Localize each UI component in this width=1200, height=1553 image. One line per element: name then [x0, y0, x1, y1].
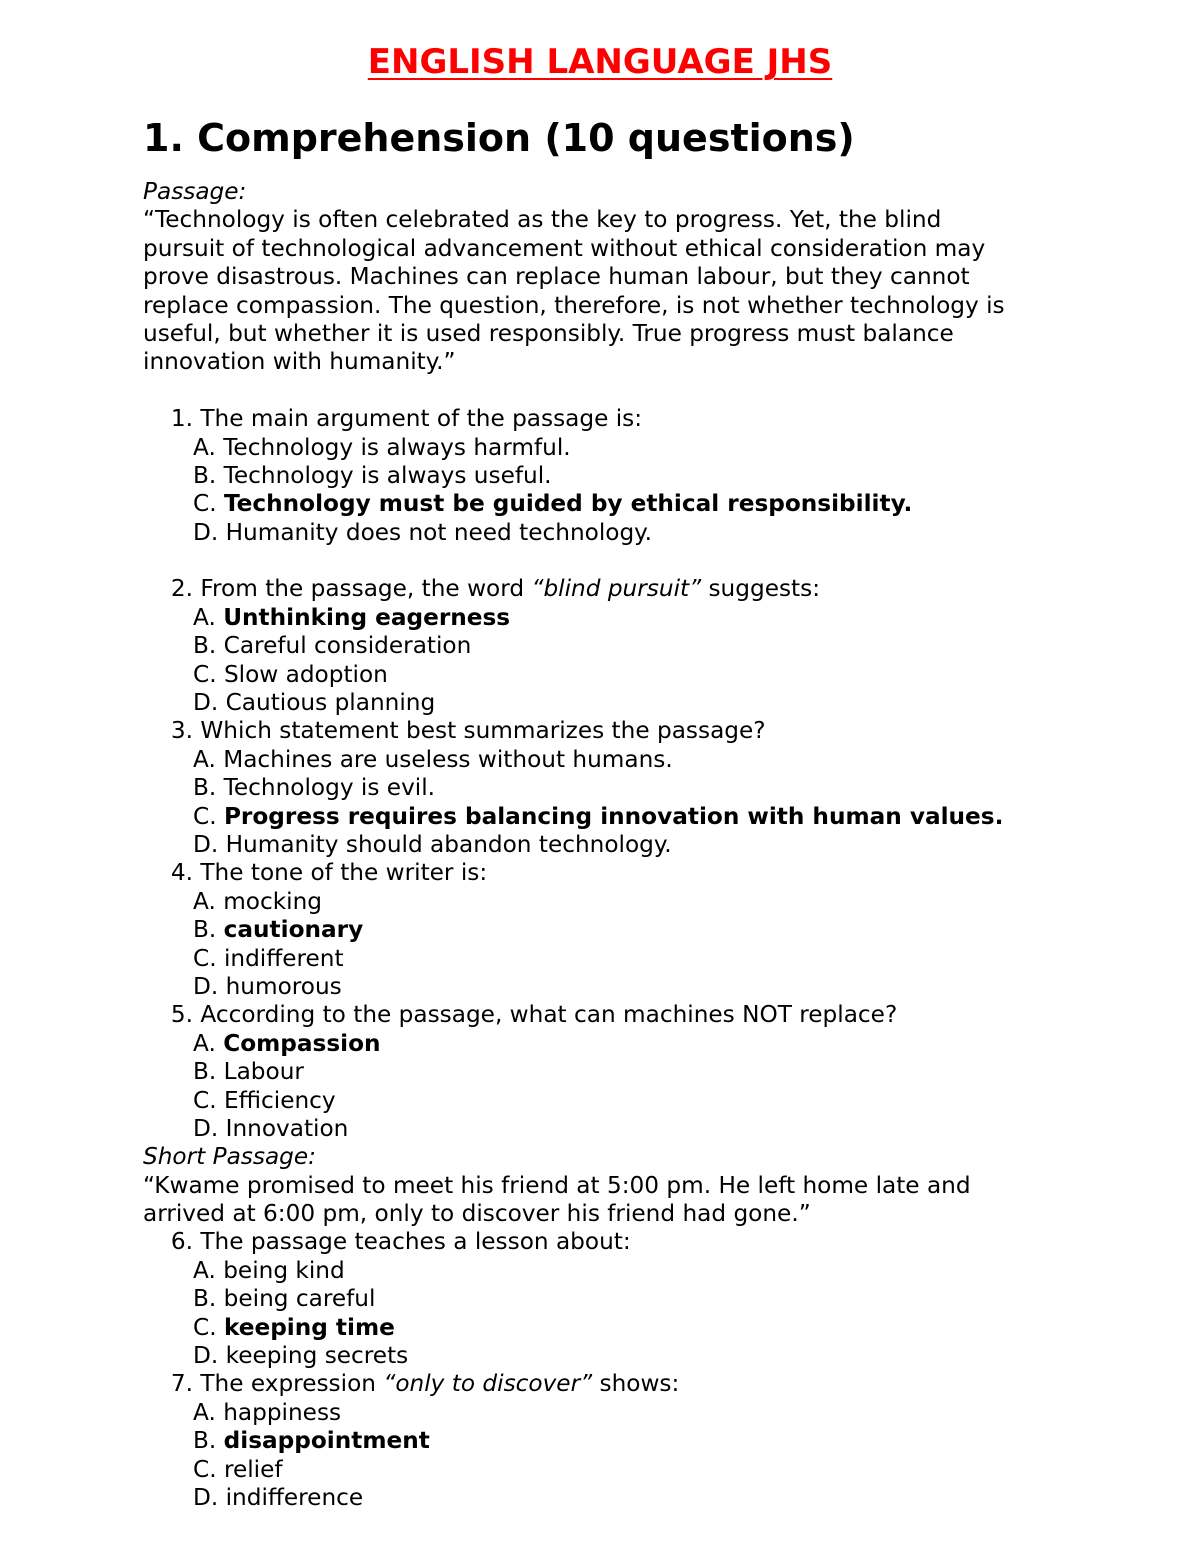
- question-text: Which statement best summarizes the passage?: [200, 717, 766, 745]
- passage-label: Passage:: [143, 178, 247, 205]
- question-number: 1.: [170, 405, 193, 433]
- option-text: disappointment: [223, 1427, 430, 1455]
- option-text: Progress requires balancing innovation with human values.: [223, 802, 1004, 830]
- option: C. Slow adoption: [193, 660, 388, 688]
- question-text: The tone of the writer is:: [200, 859, 488, 887]
- question-text: The expression: [200, 1370, 384, 1398]
- question-quoted-phrase: “blind pursuit”: [531, 575, 702, 603]
- short-passage-line: “Kwame promised to meet his friend at 5:00 pm. He left home late and: [143, 1171, 971, 1199]
- option: D. Humanity does not need technology.: [193, 518, 652, 546]
- option-text: keeping secrets: [225, 1342, 409, 1370]
- option-text: indifferent: [223, 944, 344, 972]
- option-text: being kind: [223, 1256, 345, 1284]
- option: A. mocking: [193, 887, 323, 915]
- document-body: [143, 178, 1073, 1512]
- short-passage-line: arrived at 6:00 pm, only to discover his friend had gone.”: [143, 1200, 811, 1228]
- option: C. relief: [193, 1455, 283, 1483]
- question-number: 4.: [170, 859, 193, 887]
- option-correct: C. keeping time: [193, 1313, 395, 1341]
- option-text: being careful: [223, 1285, 376, 1313]
- option-text: Labour: [223, 1058, 304, 1086]
- question-7: [143, 1370, 1073, 1398]
- option: C. Efficiency: [193, 1086, 336, 1114]
- option-text: Technology is always useful.: [223, 461, 552, 489]
- option-text: mocking: [223, 887, 323, 915]
- option-text: Technology must be guided by ethical responsibility.: [223, 490, 913, 518]
- option: B. Labour: [193, 1058, 304, 1086]
- question-2: [143, 575, 1073, 603]
- option: B. being careful: [193, 1285, 376, 1313]
- option-text: Efficiency: [223, 1086, 336, 1114]
- option: C. indifferent: [193, 944, 344, 972]
- passage-line: replace compassion. The question, therefore, is not whether technology is: [143, 291, 1005, 319]
- option-text: Careful consideration: [223, 632, 472, 660]
- spacer: [143, 377, 1073, 405]
- option-text: Cautious planning: [225, 689, 436, 717]
- passage-line: pursuit of technological advancement without ethical consideration may: [143, 234, 986, 262]
- question-4: [143, 859, 1073, 887]
- passage-line: innovation with humanity.”: [143, 348, 456, 376]
- option-text: indifference: [225, 1483, 364, 1511]
- option: B. Technology is evil.: [193, 774, 436, 802]
- option-text: keeping time: [223, 1313, 395, 1341]
- question-6: [143, 1228, 1073, 1256]
- question-text-end: shows:: [592, 1370, 680, 1398]
- option-text: Slow adoption: [223, 660, 388, 688]
- option-text: Technology is evil.: [223, 774, 436, 802]
- option: A. being kind: [193, 1256, 345, 1284]
- question-5: [143, 1001, 1073, 1029]
- option: A. happiness: [193, 1398, 342, 1426]
- option: D. Cautious planning: [193, 689, 436, 717]
- option-text: Innovation: [225, 1114, 349, 1142]
- question-quoted-phrase: “only to discover”: [383, 1370, 593, 1398]
- option-text: Humanity does not need technology.: [225, 518, 652, 546]
- option-correct: B. cautionary: [193, 916, 364, 944]
- option: A. Technology is always harmful.: [193, 433, 571, 461]
- section-heading: 1. Comprehension (10 questions): [143, 116, 855, 160]
- option-text: happiness: [223, 1398, 342, 1426]
- option: B. Technology is always useful.: [193, 461, 552, 489]
- question-text: The passage teaches a lesson about:: [200, 1228, 631, 1256]
- option: D. indifference: [193, 1483, 364, 1511]
- option: D. Innovation: [193, 1114, 349, 1142]
- option-correct: A. Unthinking eagerness: [193, 603, 511, 631]
- option-text: Compassion: [223, 1029, 381, 1057]
- option: D. keeping secrets: [193, 1342, 409, 1370]
- question-text: According to the passage, what can machines NOT replace?: [200, 1001, 898, 1029]
- question-number: 7.: [170, 1370, 193, 1398]
- option: A. Machines are useless without humans.: [193, 745, 673, 773]
- option-correct: C. Progress requires balancing innovation with human values.: [193, 802, 1004, 830]
- passage-line: “Technology is often celebrated as the key to progress. Yet, the blind: [143, 206, 942, 234]
- document-title: ENGLISH LANGUAGE JHS: [367, 42, 833, 82]
- option-text: Humanity should abandon technology.: [225, 830, 672, 858]
- question-number: 3.: [170, 717, 193, 745]
- passage-line: prove disastrous. Machines can replace human labour, but they cannot: [143, 263, 970, 291]
- passage-line: useful, but whether it is used responsibly. True progress must balance: [143, 319, 954, 347]
- option: D. Humanity should abandon technology.: [193, 830, 672, 858]
- option-text: relief: [223, 1455, 283, 1483]
- option-text: cautionary: [223, 916, 364, 944]
- option-correct: A. Compassion: [193, 1029, 381, 1057]
- question-number: 2.: [170, 575, 193, 603]
- option-text: Unthinking eagerness: [223, 603, 511, 631]
- question-text: The main argument of the passage is:: [200, 405, 643, 433]
- question-number: 6.: [170, 1228, 193, 1256]
- question-1: [143, 405, 1073, 433]
- option-text: Machines are useless without humans.: [223, 745, 673, 773]
- option-text: Technology is always harmful.: [223, 433, 571, 461]
- short-passage-label: Short Passage:: [143, 1143, 316, 1171]
- option-correct: B. disappointment: [193, 1427, 430, 1455]
- option: D. humorous: [193, 972, 342, 1000]
- option: B. Careful consideration: [193, 632, 472, 660]
- question-text-end: suggests:: [701, 575, 821, 603]
- question-number: 5.: [170, 1001, 193, 1029]
- option-correct: C. Technology must be guided by ethical responsibility.: [193, 490, 913, 518]
- question-3: [143, 717, 1073, 745]
- question-text: From the passage, the word: [200, 575, 532, 603]
- option-text: humorous: [225, 972, 342, 1000]
- spacer: [143, 547, 1073, 575]
